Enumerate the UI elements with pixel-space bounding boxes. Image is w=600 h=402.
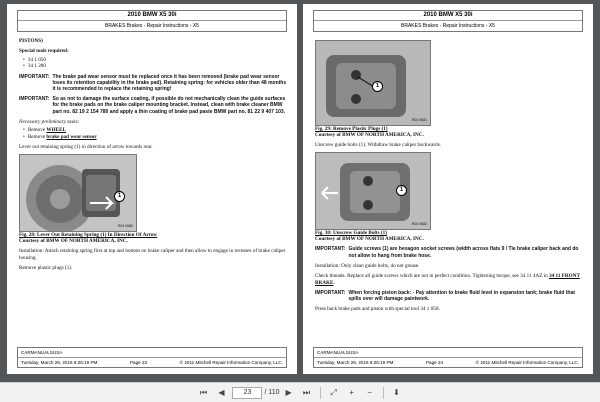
figure-courtesy: Courtesy of BMW OF NORTH AMERICA, INC.: [315, 132, 424, 138]
figure-ref: R04 0682: [411, 222, 427, 226]
zoom-out-icon[interactable]: −: [367, 388, 372, 397]
footer-page: Page 24: [425, 360, 444, 365]
download-icon[interactable]: ⬇: [393, 388, 400, 397]
install-only-text: Installation: Only clean guide bolts, do not grease.: [315, 262, 420, 269]
figure-ref: R04 0681: [411, 117, 427, 122]
figure-29: [315, 40, 431, 126]
press-back-text: Press back brake pads and piston with special tool 34 1 050.: [315, 306, 440, 313]
figure-caption: Fig. 28: Lever Out Retaining Spring (1) In Direction Of Arrow: [19, 232, 158, 239]
figure-30: [315, 152, 431, 230]
figure-caption: Fig. 29: Remove Plastic Plugs (1): [315, 126, 388, 132]
header-title: 2010 BMW X5 30i: [18, 11, 286, 21]
first-page-icon[interactable]: ⏮: [199, 387, 208, 397]
callout-1: 1: [372, 81, 383, 92]
page-total: / 110: [264, 389, 280, 396]
last-page-icon[interactable]: ⏭: [302, 387, 311, 397]
zoom-in-icon[interactable]: +: [349, 388, 354, 397]
important-label: IMPORTANT:: [19, 96, 50, 103]
header-subtitle: BRAKES Brakes - Repair Instructions - X5: [401, 23, 495, 29]
next-page-icon[interactable]: ▶: [285, 388, 292, 397]
remove-plugs-text: Remove plastic plugs (1).: [19, 265, 73, 272]
tool-item: • 34 1 050: [23, 57, 287, 63]
important-label: IMPORTANT:: [315, 290, 346, 297]
toolbar-divider: [320, 387, 321, 399]
page-body: [315, 40, 583, 313]
fit-icon[interactable]: ⤢: [330, 387, 337, 397]
figure-28: [19, 154, 137, 232]
page-header: [17, 10, 287, 32]
section-heading: PISTONS): [19, 38, 43, 44]
prelim-item: • Remove brake pad wear sensor: [23, 134, 287, 140]
footer-id: CARMANUALSUSA: [314, 348, 582, 358]
footer-id: CARMANUALSUSA: [18, 348, 286, 358]
wear-sensor-link[interactable]: brake pad wear sensor: [46, 133, 97, 140]
important-label: IMPORTANT:: [19, 73, 50, 80]
figure-caption: Fig. 30: Unscrew Guide Bolts (1): [315, 230, 387, 237]
important-text: The brake pad wear sensor must be replaced once it has been removed (brake pad wear sensor loses its retention capability in the brake pad). Retaining spring: for vehicles older than 48 months it is recommended to replace the retaining spring!: [52, 73, 287, 93]
pdf-page-24: [303, 4, 593, 374]
important-note: [19, 96, 287, 115]
tools-list: [23, 57, 287, 70]
important-note: [315, 246, 583, 258]
callout-1: 1: [396, 185, 407, 196]
page-footer: [17, 347, 287, 368]
important-text: So as not to damage the surface coating, if possible do not mechanically clean the guide surfaces for the brake pads on the brake caliper mounting bracket. Instead, clean with brake cleaner BMW part no. 82 19 2 154 780 and apply a thin coating of brake pad paste BMW part no. 81 22 9 407 103.: [52, 96, 286, 115]
page-body: [19, 38, 287, 272]
tools-label: Special tools required:: [19, 48, 69, 55]
figure-courtesy: Courtesy of BMW OF NORTH AMERICA, INC.: [315, 236, 424, 243]
important-note: [315, 290, 583, 302]
lever-text: Lever out retaining spring (1) in direction of arrow towards rear.: [19, 144, 153, 151]
check-threads-text: Check threads. Replace all guide screws which are not in perfect condition. Tightening torque, see 34 11 4AZ in 34 11 FRONT BRAKE.: [315, 273, 580, 286]
prelim-list: [23, 127, 287, 140]
install-text: Installation: Attach retaining spring first at top and bottom on brake caliper and then allow to engage in recesses of brake caliper housing.: [19, 248, 286, 261]
header-subtitle: BRAKES Brakes - Repair Instructions - X5: [105, 23, 199, 29]
toolbar-divider: [383, 387, 384, 399]
important-text: Guide screws (1) are hexagon socket screws (width across flats 9 / Tie brake caliper back and do not allow to hang from brake hose.: [348, 246, 579, 259]
guide-bolts-image: [316, 153, 431, 230]
front-brake-link[interactable]: 34 11 FRONT BRAKE: [315, 273, 580, 286]
unscrew-text: Unscrew guide bolts (1). Withdraw brake caliper backwards.: [315, 142, 442, 148]
prev-page-icon[interactable]: ◀: [218, 388, 225, 397]
prelim-item: • Remove WHEEL: [23, 127, 287, 133]
page-number-input[interactable]: 23: [232, 387, 262, 399]
important-note: [19, 74, 287, 93]
figure-ref: R04 0680: [117, 224, 133, 229]
header-title: 2010 BMW X5 30i: [314, 11, 582, 21]
prelim-label: Necessary preliminary tasks:: [19, 118, 80, 125]
page-footer: [313, 347, 583, 368]
pdf-toolbar: [0, 382, 600, 402]
important-label: IMPORTANT:: [315, 246, 346, 253]
tool-item: • 34 1 280: [23, 63, 287, 69]
important-text: When forcing piston back: - Pay attention to brake fluid level in expansion tank; brake fluid that spills over will damage paintwork.: [348, 290, 575, 303]
pdf-page-23: [7, 4, 297, 374]
page-header: [313, 10, 583, 32]
figure-courtesy: Courtesy of BMW OF NORTH AMERICA, INC.: [19, 238, 128, 245]
footer-copyright: © 2011 Mitchell Repair Information Company, LLC.: [475, 360, 579, 365]
footer-date: Tuesday, March 29, 2016 8:26:19 PM: [21, 360, 98, 365]
footer-page: Page 23: [129, 360, 148, 365]
wheel-link[interactable]: WHEEL: [46, 127, 67, 134]
footer-copyright: © 2011 Mitchell Repair Information Company, LLC.: [179, 360, 283, 365]
footer-date: Tuesday, March 29, 2016 8:26:19 PM: [317, 360, 394, 365]
callout-1: 1: [114, 191, 125, 202]
